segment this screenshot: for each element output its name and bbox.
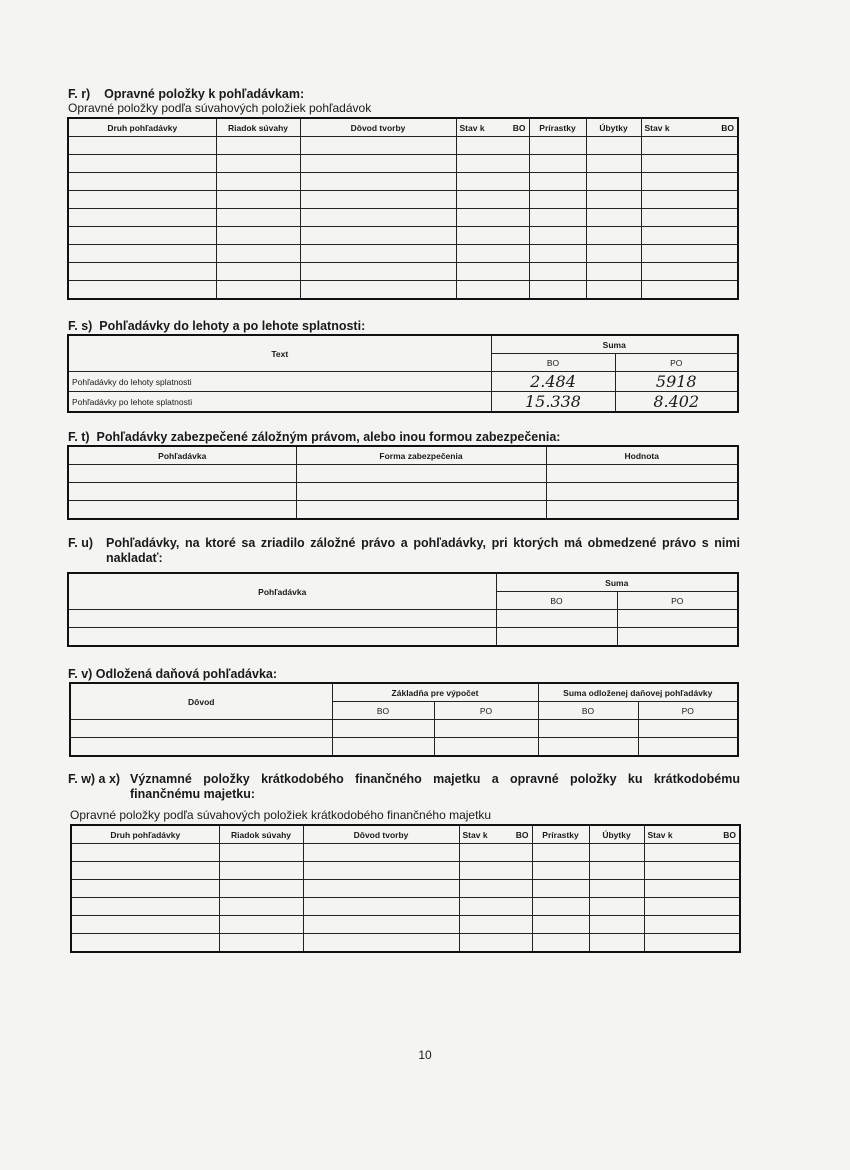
column-header-stav: Stav k BO — [641, 118, 738, 137]
column-header: Pohľadávka — [68, 446, 296, 465]
section-fr-subtitle: Opravné položky podľa súvahových položiek pohľadávok — [68, 101, 372, 115]
table-header-row — [71, 825, 740, 844]
section-fw-subtitle: Opravné položky podľa súvahových položiek krátkodobého finančného majetku — [70, 808, 492, 822]
section-fs-heading: Pohľadávky do lehoty a po lehote splatnosti: — [99, 319, 366, 333]
table-row — [68, 209, 738, 227]
column-header: Prírastky — [529, 118, 586, 137]
column-header: Riadok súvahy — [216, 118, 300, 137]
table-row — [70, 720, 738, 738]
section-fr-title — [68, 87, 768, 102]
column-header: Druh pohľadávky — [71, 825, 219, 844]
column-header: Dôvod tvorby — [300, 118, 456, 137]
page-number: 10 — [418, 1048, 432, 1062]
table-row — [70, 738, 738, 757]
section-fw-label: F. w) a x) — [68, 772, 121, 786]
section-fu-title — [68, 536, 740, 566]
table-row — [68, 173, 738, 191]
section-fw-heading: Významné položky krátkodobého finančného majetku a opravné položky ku krátkodobému finančnému majetku: — [130, 772, 740, 801]
column-header-stav: Stav k BO — [459, 825, 532, 844]
table-row — [68, 137, 738, 155]
table-row — [68, 372, 738, 392]
section-fr-heading: Opravné položky k pohľadávkam: — [104, 87, 305, 101]
table-header-row — [68, 118, 738, 137]
column-header-zaklad: Základňa pre výpočet — [332, 683, 538, 702]
table-row — [71, 934, 740, 953]
section-fs-label: F. s) — [68, 319, 93, 333]
column-header: Forma zabezpečenia — [296, 446, 546, 465]
column-header: Druh pohľadávky — [68, 118, 216, 137]
column-header-stav: Stav k BO — [644, 825, 740, 844]
table-ft — [67, 445, 739, 520]
table-row — [68, 281, 738, 300]
row-label: Pohľadávky po lehote splatnosti — [68, 392, 491, 413]
column-header: Dôvod tvorby — [303, 825, 459, 844]
table-row — [68, 610, 738, 628]
column-header-bo: BO — [332, 702, 434, 720]
table-row — [68, 227, 738, 245]
table-row — [68, 263, 738, 281]
column-header-dovod: Dôvod — [70, 683, 332, 720]
column-header-pohladavka: Pohľadávka — [68, 573, 496, 610]
table-row — [68, 191, 738, 209]
table-fw — [70, 824, 741, 953]
table-row — [68, 501, 738, 520]
table-row — [68, 245, 738, 263]
section-fu-label: F. u) — [68, 536, 93, 550]
column-header-suma: Suma — [491, 335, 738, 354]
column-header-po: PO — [615, 354, 738, 372]
section-ft-heading: Pohľadávky zabezpečené záložným právom, alebo inou formou zabezpečenia: — [96, 430, 561, 444]
section-fw-title — [68, 772, 740, 802]
column-header: Hodnota — [546, 446, 738, 465]
table-row — [68, 465, 738, 483]
column-header-po: PO — [617, 592, 738, 610]
column-header-text: Text — [68, 335, 491, 372]
table-row — [68, 392, 738, 413]
column-header: Úbytky — [589, 825, 644, 844]
column-header: Riadok súvahy — [219, 825, 303, 844]
section-fu-heading: Pohľadávky, na ktoré sa zriadilo záložné právo a pohľadávky, pri ktorých má obmedzené právo s nimi nakladať: — [106, 536, 740, 565]
table-row — [71, 898, 740, 916]
section-fs-title — [68, 319, 365, 334]
column-header-stav: Stav k BO — [456, 118, 529, 137]
table-row — [71, 880, 740, 898]
column-header: Úbytky — [586, 118, 641, 137]
table-row — [71, 862, 740, 880]
table-fu — [67, 572, 739, 647]
table-fr — [67, 117, 739, 300]
column-header-suma: Suma — [496, 573, 738, 592]
handwritten-value-po: 5918 — [615, 372, 738, 392]
table-fv — [69, 682, 739, 757]
row-label: Pohľadávky do lehoty splatnosti — [68, 372, 491, 392]
column-header-bo: BO — [538, 702, 638, 720]
section-ft-label: F. t) — [68, 430, 90, 444]
column-header-suma: Suma odloženej daňovej pohľadávky — [538, 683, 738, 702]
column-header-po: PO — [638, 702, 738, 720]
section-ft-title — [68, 430, 560, 445]
table-fs — [67, 334, 739, 413]
handwritten-value-bo: 15.338 — [491, 392, 615, 413]
table-row — [68, 155, 738, 173]
column-header-bo: BO — [496, 592, 617, 610]
section-fv-title: F. v) Odložená daňová pohľadávka: — [68, 667, 278, 681]
table-row — [68, 483, 738, 501]
table-row — [68, 628, 738, 647]
column-header-po: PO — [434, 702, 538, 720]
column-header: Prírastky — [532, 825, 589, 844]
handwritten-value-po: 8.402 — [615, 392, 738, 413]
column-header-bo: BO — [491, 354, 615, 372]
handwritten-value-bo: 2.484 — [491, 372, 615, 392]
section-fr-label: F. r) — [68, 87, 91, 101]
table-row — [71, 844, 740, 862]
table-row — [71, 916, 740, 934]
